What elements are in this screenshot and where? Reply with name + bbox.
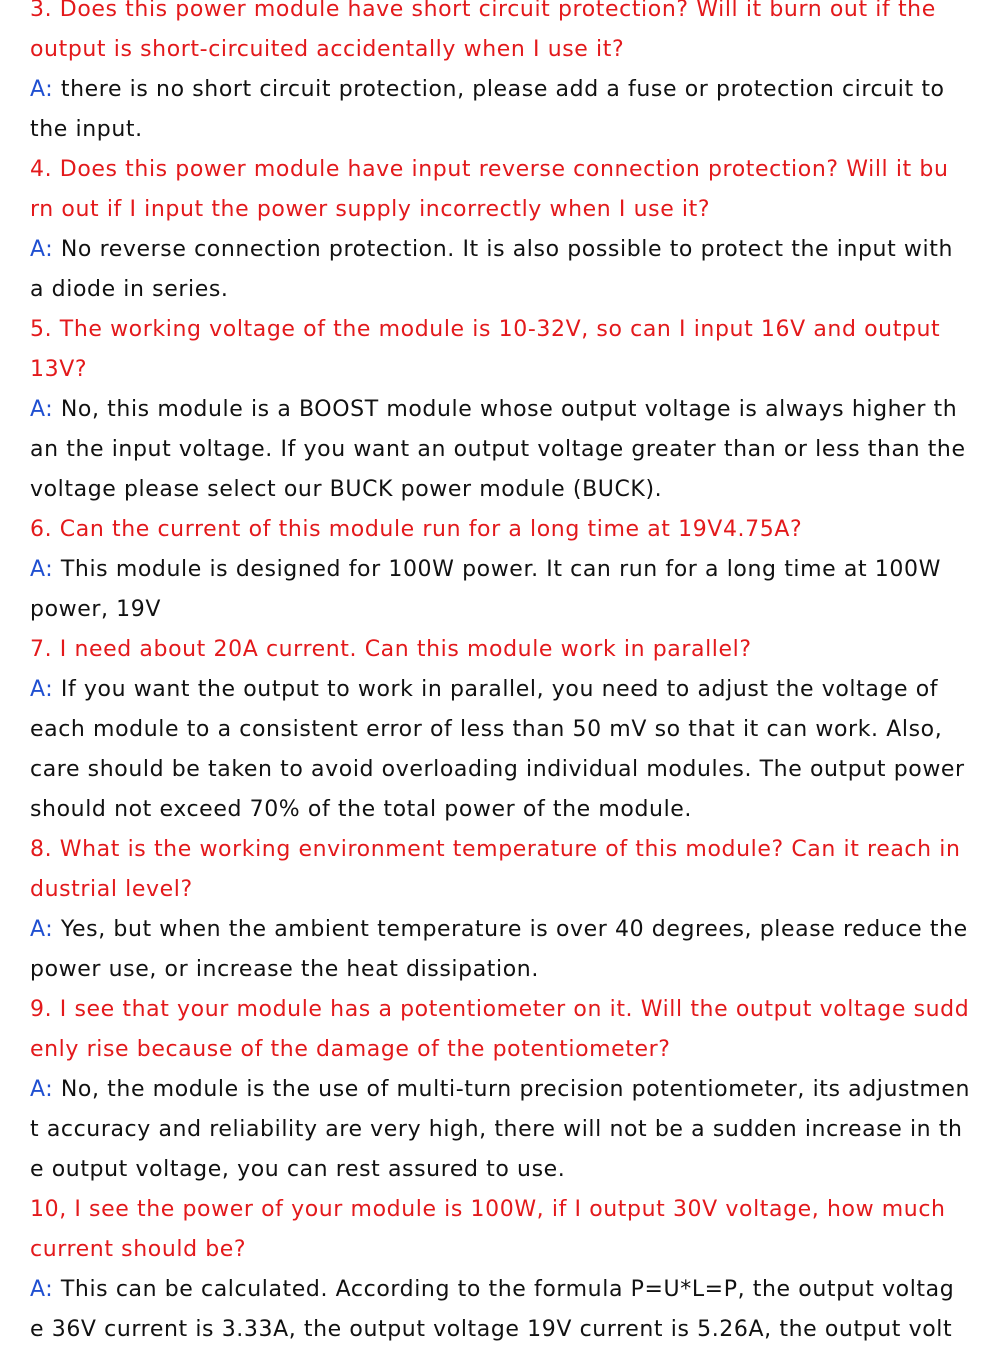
faq-9-answer-line-3: e output voltage, you can rest assured to use. — [30, 1157, 566, 1182]
answer-prefix: A: — [30, 237, 54, 262]
answer-prefix: A: — [30, 1277, 54, 1302]
faq-9-question-line-1: 9. I see that your module has a potentiometer on it. Will the output voltage sudd — [30, 997, 970, 1022]
answer-prefix: A: — [30, 397, 54, 422]
faq-7-answer-line-2: each module to a consistent error of less than 50 mV so that it can work. Also, — [30, 717, 943, 742]
faq-5-question-line-1: 5. The working voltage of the module is 10-32V, so can I input 16V and output — [30, 317, 941, 342]
faq-10-question-line-2: current should be? — [30, 1237, 247, 1262]
faq-6-question-line-1: 6. Can the current of this module run for a long time at 19V4.75A? — [30, 517, 803, 542]
faq-9-answer-line-2: t accuracy and reliability are very high, there will not be a sudden increase in th — [30, 1117, 963, 1142]
faq-8-question-line-1: 8. What is the working environment temperature of this module? Can it reach in — [30, 837, 961, 862]
faq-7-answer-line-1 — [30, 670, 976, 710]
faq-7-answer-line-3: care should be taken to avoid overloading individual modules. The output power — [30, 757, 965, 782]
faq-10-answer-line-1 — [30, 1270, 976, 1310]
faq-8-question-line-2: dustrial level? — [30, 877, 193, 902]
faq-10-question-line-1: 10, I see the power of your module is 100W, if I output 30V voltage, how much — [30, 1197, 946, 1222]
answer-text: there is no short circuit protection, please add a fuse or protection circuit to — [53, 77, 945, 102]
answer-prefix: A: — [30, 917, 54, 942]
answer-text: If you want the output to work in parallel, you need to adjust the voltage of — [53, 677, 939, 702]
faq-8-answer-line-2: power use, or increase the heat dissipation. — [30, 957, 539, 982]
faq-6-answer-line-1 — [30, 550, 976, 590]
answer-prefix: A: — [30, 77, 54, 102]
answer-prefix: A: — [30, 1077, 54, 1102]
answer-prefix: A: — [30, 557, 54, 582]
faq-10-answer-line-2: e 36V current is 3.33A, the output voltage 19V current is 5.26A, the output volt — [30, 1317, 953, 1342]
faq-3-answer-line-2: the input. — [30, 117, 143, 142]
faq-list — [30, 0, 976, 1350]
faq-9-answer-line-1 — [30, 1070, 976, 1110]
faq-5-answer-line-1 — [30, 390, 976, 430]
faq-5-answer-line-2: an the input voltage. If you want an output voltage greater than or less than the — [30, 437, 966, 462]
answer-prefix: A: — [30, 677, 54, 702]
faq-8-answer-line-1 — [30, 910, 976, 950]
answer-text: This can be calculated. According to the formula P=U*L=P, the output voltag — [53, 1277, 955, 1302]
faq-5-answer-line-3: voltage please select our BUCK power module (BUCK). — [30, 477, 663, 502]
faq-5-question-line-2: 13V? — [30, 357, 88, 382]
faq-3-question-line-1: 3. Does this power module have short circuit protection? Will it burn out if the — [30, 0, 936, 22]
faq-4-question-line-1: 4. Does this power module have input reverse connection protection? Will it bu — [30, 157, 949, 182]
faq-3-answer-line-1 — [30, 70, 976, 110]
faq-7-question-line-1: 7. I need about 20A current. Can this module work in parallel? — [30, 637, 752, 662]
answer-text: No, this module is a BOOST module whose output voltage is always higher th — [53, 397, 958, 422]
faq-4-answer-line-2: a diode in series. — [30, 277, 229, 302]
faq-6-answer-line-2: power, 19V — [30, 597, 162, 622]
faq-3-question-line-2: output is short-circuited accidentally when I use it? — [30, 37, 625, 62]
answer-text: No, the module is the use of multi-turn precision potentiometer, its adjustmen — [53, 1077, 971, 1102]
faq-4-answer-line-1 — [30, 230, 976, 270]
answer-text: This module is designed for 100W power. It can run for a long time at 100W — [53, 557, 941, 582]
faq-9-question-line-2: enly rise because of the damage of the potentiometer? — [30, 1037, 671, 1062]
faq-4-question-line-2: rn out if I input the power supply incorrectly when I use it? — [30, 197, 711, 222]
answer-text: No reverse connection protection. It is also possible to protect the input with — [53, 237, 953, 262]
answer-text: Yes, but when the ambient temperature is over 40 degrees, please reduce the — [53, 917, 968, 942]
faq-7-answer-line-4: should not exceed 70% of the total power of the module. — [30, 797, 693, 822]
